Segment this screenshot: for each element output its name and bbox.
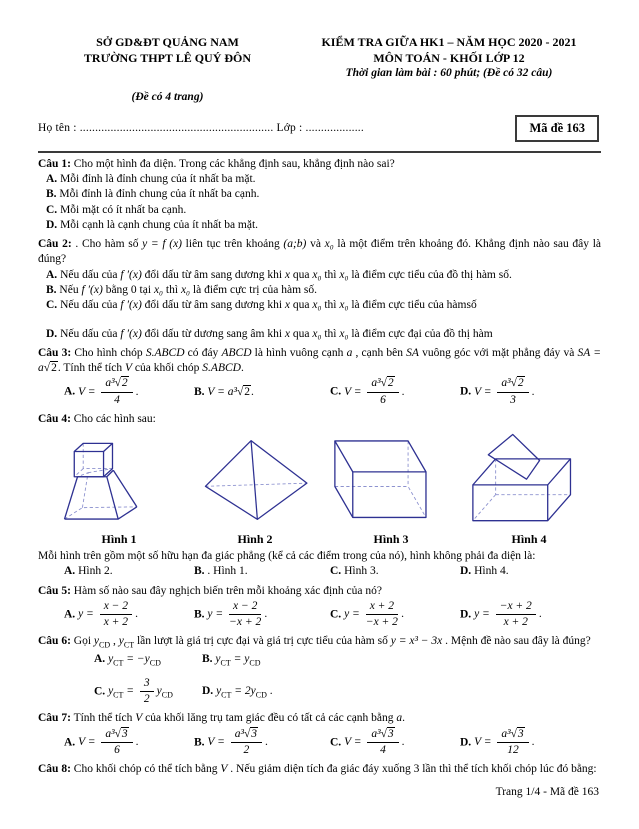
figure-3-caption: Hình 3 (373, 532, 409, 547)
option-B: B. $y_{CT} = y_{CD}$ (202, 652, 261, 667)
exam-duration: Thời gian làm bài : 60 phút; (Đề có 32 câu) (345, 67, 553, 80)
question-2-options (38, 268, 601, 342)
option-C: C. Mỗi mặt có ít nhất ba cạnh. (46, 203, 187, 216)
student-info-row (38, 115, 601, 142)
header-divider (38, 151, 601, 153)
option-D: D. V = $\frac{\text{a³√2}}{3}$ . (460, 377, 535, 406)
question-3-options (38, 376, 601, 407)
option-C: C. Nếu dấu của f ′(x) đổi dấu từ âm sang dương khi x qua x₀ thì x₀ là điểm cực tiểu của hàmsố (46, 299, 477, 312)
question-8 (38, 762, 601, 777)
option-D: D. y = $\frac{-x + 2}{x + 2}$ . (460, 599, 542, 629)
question-8-label: Câu 8: (38, 763, 71, 776)
name-class-line (38, 121, 515, 136)
figure-hinh-1 (58, 430, 180, 548)
option-B: B. . Hình 1. (194, 565, 248, 578)
question-7-options (38, 727, 601, 758)
question-7 (38, 711, 601, 758)
option-A: A. V = $\frac{\text{a³√3}}{6}$ . (64, 727, 139, 756)
question-3-label: Câu 3: (38, 346, 72, 359)
question-8-text: Cho khối chóp có thể tích bằng V . Nếu giảm diện tích đa giác đáy xuống 3 lần thì thể tích khối chóp lúc đó bằng: (73, 763, 597, 776)
page-footer: Trang 1/4 - Mã đề 163 (495, 786, 599, 799)
option-A: A. Mỗi đỉnh là đỉnh chung của ít nhất ba mặt. (46, 173, 256, 186)
name-field: Họ tên : ............................................................... (38, 121, 274, 134)
question-1-options (38, 172, 601, 233)
exam-code-box: Mã đề 163 (515, 115, 599, 142)
question-1-label: Câu 1: (38, 157, 71, 170)
question-4-text: Cho các hình sau: (73, 412, 156, 425)
question-2-label: Câu 2: (38, 238, 72, 251)
figure-2-caption: Hình 2 (237, 532, 273, 547)
option-C: C. V = $\frac{\text{a³√2}}{6}$ . (330, 377, 405, 406)
option-D: D. Hình 4. (460, 565, 509, 578)
option-D: D. $y_{CT} = 2y_{CD}$ . (202, 685, 273, 700)
figure-hinh-2 (196, 430, 314, 548)
option-A: A. Hình 2. (64, 565, 113, 578)
option-D: D. Mỗi cạnh là cạnh chung của ít nhất ba mặt. (46, 218, 259, 231)
question-5-label: Câu 5: (38, 584, 71, 597)
department-name: SỞ GD&ĐT QUẢNG NAM (96, 35, 239, 49)
question-2 (38, 237, 601, 342)
question-7-text: Tính thể tích V của khối lăng trụ tam giác đều có tất cả các cạnh bằng a. (73, 712, 406, 725)
figure-hinh-4 (468, 430, 590, 548)
box-with-flap-drawing (468, 430, 590, 530)
question-6-options (38, 652, 424, 708)
question-3-text: Cho hình chóp S.ABCD có đáy ABCD là hình vuông cạnh a , cạnh bên SA vuông góc với mặt phẳng đáy và SA = a√2. Tính thể tích V của khối chóp S.ABCD. (38, 346, 601, 375)
figure-4-caption: Hình 4 (511, 532, 547, 547)
figure-hinh-3 (330, 430, 452, 548)
option-B: B. Nếu f ′(x) bằng 0 tại x₀ thì x₀ là điểm cực trị của hàm số. (46, 284, 317, 297)
question-1-text: Cho một hình đa diện. Trong các khẳng định sau, khẳng định nào sai? (73, 157, 395, 170)
header-right-block (297, 34, 601, 82)
tetrahedron-drawing (196, 430, 314, 530)
option-A: A. $y_{CT} = -y_{CD}$ (94, 652, 161, 667)
option-D: D. V = $\frac{\text{a³√3}}{12}$ . (460, 727, 535, 756)
question-4-options (38, 564, 601, 579)
question-5-text: Hàm số nào sau đây nghịch biến trên mỗi khoảng xác định của nó? (73, 584, 382, 597)
option-C: C. y = $\frac{x + 2}{-x + 2}$ . (330, 599, 404, 629)
option-C: C. $y_{CT}$ = $\frac{3}{2}$ $y_{CD}$ (94, 676, 173, 706)
cube-drawing (330, 430, 452, 530)
option-B: B. y = $\frac{x - 2}{-x + 2}$ . (194, 599, 268, 629)
school-name: TRƯỜNG THPT LÊ QUÝ ĐÔN (83, 51, 252, 66)
question-1 (38, 157, 601, 233)
option-D: D. Nếu dấu của f ′(x) đổi dấu từ dương sang âm khi x qua x₀ thì x₀ là điểm cực đại của đồ thị hàm (46, 327, 493, 340)
class-field: Lớp : ................... (273, 121, 364, 134)
page-header (38, 34, 601, 82)
exam-title: KIỂM TRA GIỮA HK1 – NĂM HỌC 2020 - 2021 (321, 35, 577, 49)
question-4-paragraph: Mỗi hình trên gồm một số hữu hạn đa giác phẳng (kể cả các điểm trong của nó), hình không phải đa diện là: (38, 550, 536, 563)
pages-note: (Đề có 4 trang) (131, 90, 204, 103)
exam-subject: MÔN TOÁN - KHỐI LỚP 12 (373, 51, 525, 66)
option-B: B. V = $\frac{\text{a³√3}}{2}$ . (194, 727, 268, 756)
question-3 (38, 346, 601, 408)
question-6-label: Câu 6: (38, 635, 71, 648)
question-2-text: . Cho hàm số y = f (x) liên tục trên khoảng (a;b) và x₀ là một điểm trên khoảng đó. Khẳng định nào sau đây là đúng? (38, 238, 602, 266)
option-A: A. Nếu dấu của f ′(x) đổi dấu từ âm sang dương khi x qua x₀ thì x₀ là điểm cực tiểu của đồ thị hàm số. (46, 268, 512, 281)
option-A: A. y = $\frac{x - 2}{x + 2}$ . (64, 599, 138, 629)
question-4 (38, 412, 601, 580)
question-6 (38, 634, 601, 707)
figure-1-caption: Hình 1 (101, 532, 137, 547)
option-C: C. Hình 3. (330, 565, 379, 578)
question-6-text: Gọi $y_{CD}$ , $y_{CT}$ lần lượt là giá trị cực đại và giá trị cực tiểu của hàm số y = x³ − 3x . Mệnh đề nào sau đây là đúng? (73, 635, 591, 650)
question-5-options (38, 599, 601, 630)
question-7-label: Câu 7: (38, 712, 71, 725)
question-4-label: Câu 4: (38, 412, 71, 425)
option-B: B. Mỗi đỉnh là đỉnh chung của ít nhất ba cạnh. (46, 188, 260, 201)
question-5 (38, 584, 601, 631)
frustum-with-box-drawing (58, 430, 180, 530)
option-C: C. V = $\frac{\text{a³√3}}{4}$ . (330, 727, 405, 756)
header-left-block (38, 34, 297, 82)
option-B: B. V = a³√2. (194, 385, 254, 398)
option-A: A. V = $\frac{\text{a³√2}}{4}$ . (64, 377, 139, 406)
question-4-figures (58, 430, 601, 548)
